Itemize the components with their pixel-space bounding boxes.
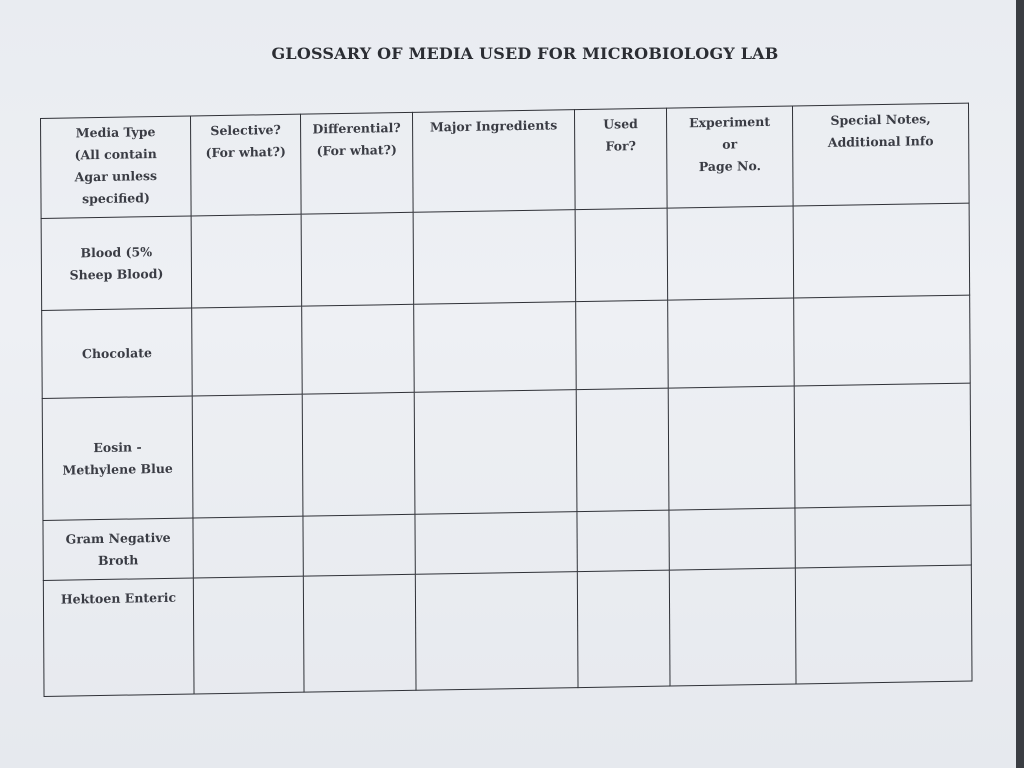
major-ingredients-cell[interactable] xyxy=(414,390,577,515)
media-type-cell xyxy=(43,578,194,696)
media-type-cell xyxy=(42,308,193,398)
column-header-special-notes xyxy=(792,103,969,206)
experiment-cell[interactable] xyxy=(669,568,796,686)
special-notes-cell[interactable] xyxy=(795,505,971,568)
differential-cell[interactable] xyxy=(302,304,415,394)
column-header-major-ingredients xyxy=(412,110,575,213)
media-type-label: Blood (5% Sheep Blood) xyxy=(69,243,164,283)
special-notes-cell[interactable] xyxy=(794,295,971,386)
media-type-label: Eosin - Methylene Blue xyxy=(62,438,173,478)
desk-edge xyxy=(1016,0,1024,768)
glossary-table-wrapper xyxy=(40,103,972,696)
special-notes-cell[interactable] xyxy=(793,203,970,298)
column-header-experiment xyxy=(666,106,793,208)
selective-cell[interactable] xyxy=(193,576,304,694)
selective-cell[interactable] xyxy=(192,306,303,396)
column-header-label: Experiment or Page No. xyxy=(689,113,771,175)
glossary-table xyxy=(40,103,973,697)
differential-cell[interactable] xyxy=(301,212,414,306)
major-ingredients-cell[interactable] xyxy=(414,302,577,393)
experiment-cell[interactable] xyxy=(667,206,794,300)
experiment-cell[interactable] xyxy=(668,386,795,510)
differential-cell[interactable] xyxy=(303,574,416,692)
differential-cell[interactable] xyxy=(303,514,415,576)
major-ingredients-cell[interactable] xyxy=(413,210,576,305)
major-ingredients-cell[interactable] xyxy=(415,572,578,691)
used-for-cell[interactable] xyxy=(576,300,669,390)
used-for-cell[interactable] xyxy=(577,570,670,688)
special-notes-cell[interactable] xyxy=(794,383,971,508)
media-type-cell xyxy=(42,396,193,520)
table-row xyxy=(42,295,971,398)
page-title: GLOSSARY OF MEDIA USED FOR MICROBIOLOGY LAB xyxy=(271,44,779,63)
major-ingredients-cell[interactable] xyxy=(415,512,577,575)
column-header-label: Used For? xyxy=(603,116,638,154)
special-notes-cell[interactable] xyxy=(795,565,972,684)
selective-cell[interactable] xyxy=(193,516,303,578)
column-header-label: Differential? (For what?) xyxy=(312,120,401,159)
column-header-label: Major Ingredients xyxy=(429,117,558,135)
used-for-cell[interactable] xyxy=(577,510,669,572)
used-for-cell[interactable] xyxy=(576,388,669,512)
column-header-media-type xyxy=(41,116,192,218)
differential-cell[interactable] xyxy=(302,392,415,516)
media-type-cell xyxy=(43,518,193,580)
column-header-label: Media Type (All contain Agar unless specified) xyxy=(74,124,158,207)
column-header-selective xyxy=(191,114,302,216)
experiment-cell[interactable] xyxy=(669,508,795,570)
table-row xyxy=(42,383,971,520)
experiment-cell[interactable] xyxy=(668,298,795,388)
table-row xyxy=(43,565,972,696)
selective-cell[interactable] xyxy=(191,214,302,308)
header-row xyxy=(41,103,970,218)
column-header-label: Special Notes, Additional Info xyxy=(827,111,934,150)
table-row xyxy=(41,203,970,310)
column-header-differential xyxy=(300,112,413,214)
column-header-used-for xyxy=(574,108,667,210)
media-type-label: Hektoen Enteric xyxy=(60,589,177,607)
selective-cell[interactable] xyxy=(192,394,303,518)
media-type-label: Chocolate xyxy=(81,344,152,361)
used-for-cell[interactable] xyxy=(575,208,668,302)
media-type-label: Gram Negative Broth xyxy=(65,529,171,568)
column-header-label: Selective? (For what?) xyxy=(205,122,286,161)
media-type-cell xyxy=(41,216,192,310)
